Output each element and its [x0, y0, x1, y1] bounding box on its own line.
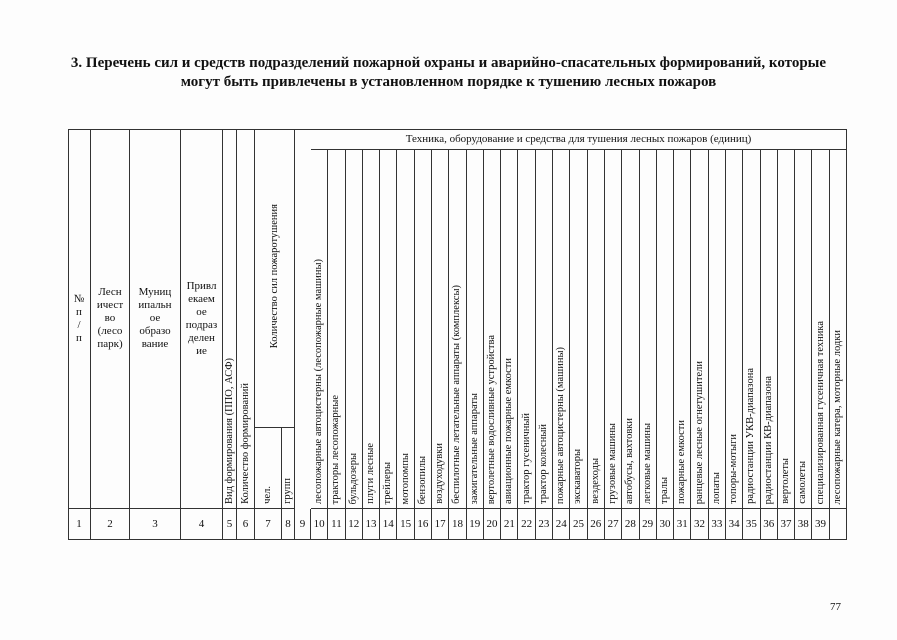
column-number-cell [181, 509, 223, 540]
header-equipment-cell [761, 150, 778, 509]
column-number-cell [397, 509, 414, 540]
header-people-cell [255, 428, 282, 509]
header-equipment-21: трактор гусеничный [520, 413, 532, 504]
column-number-cell [449, 509, 466, 540]
header-equipment-cell [467, 150, 484, 509]
header-equipment-32: лопаты [710, 471, 722, 504]
page-number: 77 [830, 601, 841, 613]
document-title: 3. Перечень сил и средств подразделений пожарной охраны и аварийно-спасательных формирований, которые могут быть привлечены в установленном порядке к тушению лесных пожаров [70, 55, 827, 90]
column-number: 28 [624, 517, 636, 530]
header-equipment-cell [311, 150, 328, 509]
header-equipment-cell [553, 150, 570, 509]
column-number: 21 [503, 517, 515, 530]
header-unit-cell [181, 129, 223, 509]
column-number: 34 [728, 517, 740, 530]
column-number-cell [432, 509, 449, 540]
column-number-cell [588, 509, 605, 540]
header-equipment-16: воздуходувки [434, 443, 446, 504]
header-number-cell [68, 129, 91, 509]
column-number: 11 [331, 517, 342, 530]
header-equipment-cell [795, 150, 812, 509]
header-equipment-cell [518, 150, 535, 509]
header-equipment-38: специализированная гусеничная техника [814, 320, 826, 504]
column-number-cell [237, 509, 255, 540]
column-number: 13 [365, 517, 377, 530]
header-municipality: Муниц ипальн ое образо вание [138, 286, 172, 350]
column-number-cell [130, 509, 181, 540]
header-equipment-cell [432, 150, 449, 509]
column-number: 35 [745, 517, 757, 530]
header-forestry-cell [91, 129, 130, 509]
header-equipment-cell [674, 150, 691, 509]
column-number: 27 [607, 517, 619, 530]
header-equipment-18: зажигательные аппараты [468, 392, 480, 504]
column-number-cell [778, 509, 795, 540]
header-equipment-cell [778, 150, 795, 509]
column-number: 39 [815, 517, 827, 530]
column-number-cell [518, 509, 535, 540]
column-number-cell [91, 509, 130, 540]
column-number: 29 [642, 517, 654, 530]
header-equipment-26: грузовые машины [607, 423, 619, 504]
header-equipment-cell [588, 150, 605, 509]
header-equipment-23: пожарные автоцистерны (машины) [555, 346, 567, 504]
column-number: 18 [451, 517, 463, 530]
header-equipment-cell [830, 150, 847, 509]
header-equipment-cell [691, 150, 708, 509]
header-equipment-19: вертолетные водосливные устройства [486, 334, 498, 504]
header-people: чел. [262, 486, 273, 504]
column-number-cell [328, 509, 345, 540]
header-groups-cell [282, 428, 295, 509]
column-number-cell [484, 509, 501, 540]
column-number-cell [605, 509, 622, 540]
column-number: 30 [659, 517, 671, 530]
column-number-cell [255, 509, 282, 540]
header-equipment-cell [501, 150, 518, 509]
header-formation-count-cell [237, 129, 255, 509]
header-forces-group-cell [255, 129, 295, 428]
column-number: 22 [521, 517, 533, 530]
header-equipment-cell [743, 150, 760, 509]
column-number: 3 [152, 517, 158, 530]
header-equipment-33: топоры-мотыги [728, 434, 740, 504]
column-number: 33 [711, 517, 723, 530]
header-equipment-cell [328, 150, 345, 509]
header-equipment-14: мотопомпы [399, 452, 411, 504]
header-equipment-cell [570, 150, 587, 509]
header-equipment-27: автобусы, вахтовки [624, 417, 636, 504]
column-number-cell [415, 509, 432, 540]
column-number: 32 [694, 517, 706, 530]
header-equipment-cell [363, 150, 380, 509]
header-formation-type-cell [223, 129, 237, 509]
header-equipment-group-cell [311, 129, 847, 150]
column-number: 7 [265, 517, 271, 530]
header-equipment-22: трактор колесный [537, 424, 549, 504]
header-unit: Привл екаем ое подраз делен ие [185, 279, 218, 357]
column-number: 16 [417, 517, 429, 530]
header-equipment-12: плуги лесные [365, 443, 376, 504]
header-equipment-17: беспилотные летательные аппараты (комплексы) [451, 285, 463, 504]
column-number: 15 [400, 517, 412, 530]
column-number-cell [812, 509, 829, 540]
header-equipment-group: Техника, оборудование и средства для тушения лесных пожаров (единиц) [405, 132, 752, 145]
column-number-cell [295, 509, 311, 540]
header-formation-count: Количество формирований [239, 383, 251, 504]
column-number: 9 [299, 517, 306, 530]
column-number: 24 [555, 517, 567, 530]
header-equipment-cell [640, 150, 657, 509]
header-equipment-cell [449, 150, 466, 509]
header-formation-type: Вид формирования (ППО, АСФ) [223, 357, 235, 504]
column-number-cell [795, 509, 812, 540]
column-number: 38 [797, 517, 809, 530]
header-equipment-11: бульдозеры [347, 452, 359, 504]
header-equipment-39: лесопожарные катера, моторные лодки [831, 329, 843, 504]
column-number-cell [311, 509, 328, 540]
header-municipality-cell [130, 129, 181, 509]
header-equipment-30: пожарные емкости [676, 420, 688, 504]
column-number: 17 [434, 517, 446, 530]
column-number-cell [346, 509, 363, 540]
header-equipment-cell [622, 150, 639, 509]
header-equipment-cell [484, 150, 501, 509]
column-number-cell [570, 509, 587, 540]
header-groups: групп [282, 478, 293, 504]
column-number-cell [622, 509, 639, 540]
column-number-cell [467, 509, 484, 540]
header-equipment-cell [709, 150, 726, 509]
column-number-cell [223, 509, 237, 540]
header-equipment-29: тралы [658, 476, 670, 504]
column-number-cell [691, 509, 708, 540]
column-number-cell [380, 509, 397, 540]
column-number: 12 [348, 517, 360, 530]
column-number: 8 [285, 517, 291, 530]
header-equipment-cell [536, 150, 553, 509]
column-number: 6 [242, 517, 249, 530]
column-number: 25 [572, 517, 584, 530]
column-number-cell [501, 509, 518, 540]
column-number-cell [536, 509, 553, 540]
forces-table [68, 129, 847, 540]
header-equipment-37: самолеты [797, 461, 809, 504]
column-number-cell [674, 509, 691, 540]
column-number: 37 [780, 517, 792, 530]
header-equipment-24: экскаваторы [572, 449, 584, 504]
header-number: № п / п [73, 292, 85, 344]
header-equipment-cell [415, 150, 432, 509]
header-equipment-25: вездеходы [589, 458, 601, 504]
header-equipment-13: трейлеры [382, 461, 394, 504]
header-equipment-cell [726, 150, 743, 509]
column-number-cell [282, 509, 295, 540]
header-equipment-cell [346, 150, 363, 509]
header-equipment-31: ранцевые лесные огнетушители [693, 360, 705, 504]
column-number-cell [640, 509, 657, 540]
column-number: 19 [469, 517, 481, 530]
column-number-cell [553, 509, 570, 540]
column-number: 20 [486, 517, 498, 530]
header-equipment-cell [380, 150, 397, 509]
header-equipment-20: авиационные пожарные емкости [503, 358, 515, 504]
column-number: 1 [76, 517, 82, 530]
column-number-cell [761, 509, 778, 540]
header-equipment-28: легковые машины [641, 423, 653, 504]
column-number: 10 [313, 517, 325, 530]
column-number: 36 [763, 517, 775, 530]
header-equipment-cell [605, 150, 622, 509]
column-number: 31 [676, 517, 688, 530]
column-number-cell [709, 509, 726, 540]
header-equipment-cell [657, 150, 674, 509]
column-number-cell [363, 509, 380, 540]
header-equipment-9: лесопожарные автоцистерны (лесопожарные машины) [313, 259, 325, 504]
header-equipment-35: радиостанции КВ-диапазона [762, 375, 774, 504]
header-forces-group: Количество сил пожаротушения [268, 203, 280, 349]
header-equipment-34: радиостанции УКВ-диапазона [745, 368, 757, 504]
header-equipment-cell [812, 150, 829, 509]
column-number: 2 [107, 517, 113, 530]
header-equipment-15: бензопилы [416, 455, 428, 504]
column-number: 14 [382, 517, 394, 530]
header-equipment-10: тракторы лесопожарные [330, 394, 342, 504]
column-number: 5 [226, 517, 233, 530]
column-number-cell [657, 509, 674, 540]
header-equipment-cell [397, 150, 414, 509]
header-equipment-36: вертолеты [779, 458, 791, 504]
column-number: 4 [198, 517, 205, 530]
header-forestry: Лесн ичест во (лесо парк) [96, 286, 124, 350]
column-number: 23 [538, 517, 550, 530]
column-number: 26 [590, 517, 602, 530]
column-number-cell [743, 509, 760, 540]
column-number-cell [68, 509, 91, 540]
column-number-cell [726, 509, 743, 540]
